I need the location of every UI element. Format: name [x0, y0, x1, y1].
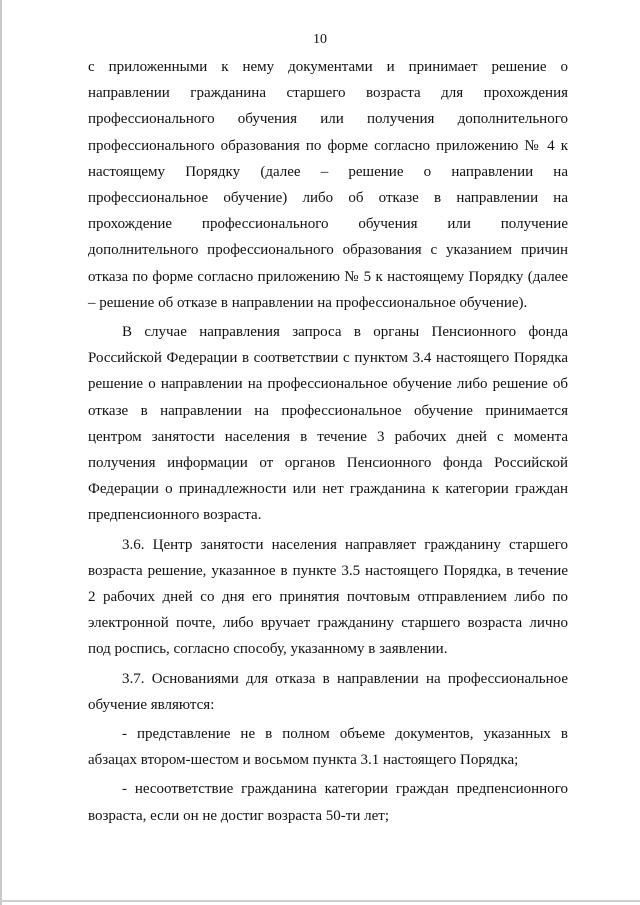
list-item-incomplete-documents: - представление не в полном объеме документов, указанных в абзацах втором-шестом и восьмом пункта 3.1 настоящего Порядка; [88, 726, 568, 769]
page-number: 10 [313, 32, 327, 47]
document-body [88, 54, 568, 829]
paragraph-pension-fund-request: В случае направления запроса в органы Пенсионного фонда Российской Федерации в соответствии с пунктом 3.4 настоящего Порядка решение о направлении на профессиональное обучение либо решение об отказе в направлении на профессиональное обучение принимается центром занятости населения в течение 3 рабочих дней с момента получения информации от органов Пенсионного фонда Российской Федерации о принадлежности или нет гражданина к категории граждан предпенсионного возраста. [88, 324, 568, 524]
scan-bottom-edge [0, 900, 640, 902]
scan-left-edge [0, 0, 2, 905]
list-item-age-mismatch: - несоответствие гражданина категории граждан предпенсионного возраста, если он не достиг возраста 50-ти лет; [88, 781, 568, 824]
paragraph-decision-continuation: с приложенными к нему документами и принимает решение о направлении гражданина старшего возраста для прохождения профессионального обучения или получения дополнительного профессионального образования по форме согласно приложению № 4 к настоящему Порядку (далее – решение о направлении на профессиональное обучение) либо об отказе в направлении на прохождение профессионального обучения или получение дополнительного профессионального образования с указанием причин отказа по форме согласно приложению № 5 к настоящему Порядку (далее – решение об отказе в направлении на профессиональное обучение). [88, 59, 568, 311]
paragraph-3-6: 3.6. Центр занятости населения направляет гражданину старшего возраста решение, указанное в пункте 3.5 настоящего Порядка, в течение 2 рабочих дней со дня его принятия почтовым отправлением либо по электронной почте, либо вручает гражданину старшего возраста лично под роспись, согласно способу, указанному в заявлении. [88, 536, 568, 658]
paragraph-3-7: 3.7. Основаниями для отказа в направлении на профессиональное обучение являются: [88, 670, 568, 713]
